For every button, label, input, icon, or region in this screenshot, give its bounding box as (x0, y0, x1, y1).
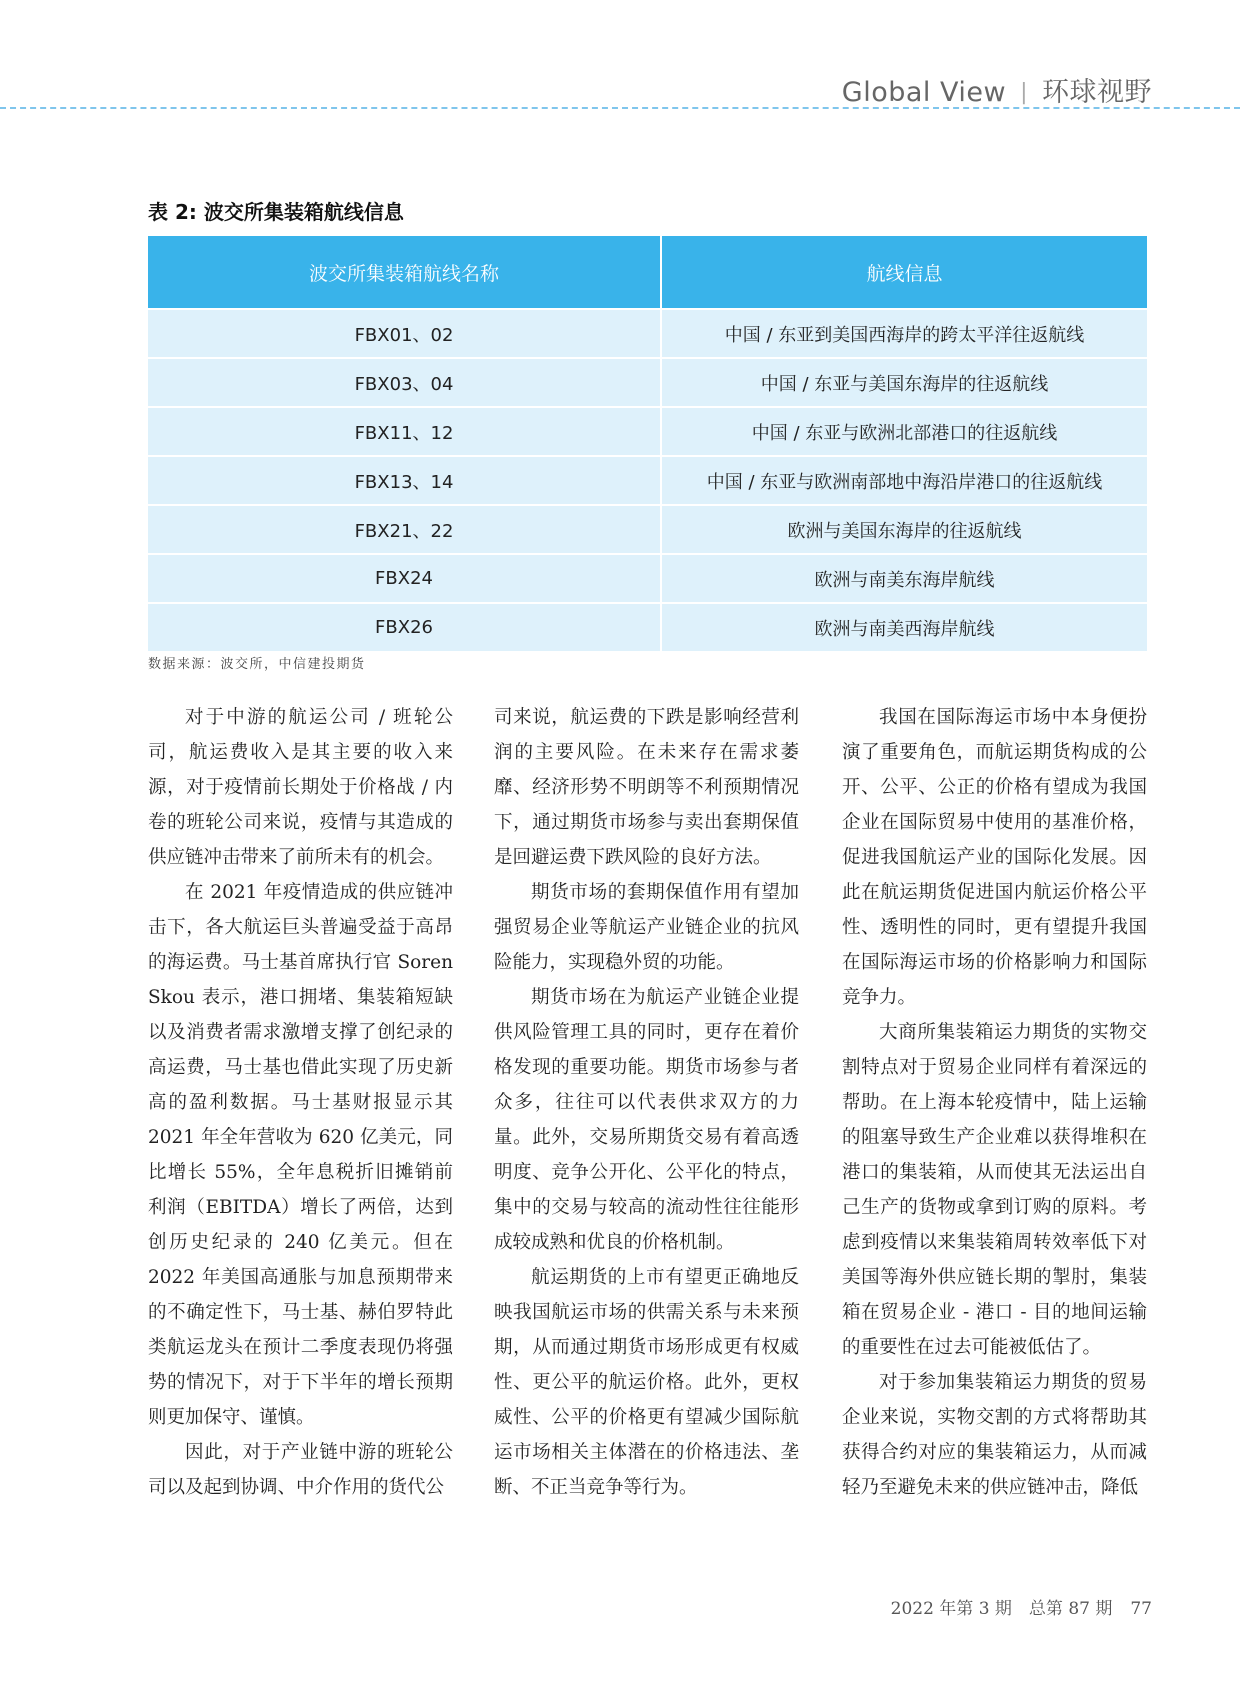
table-row (148, 505, 1147, 554)
route-description: 中国 / 东亚与欧洲北部港口的往返航线 (661, 407, 1147, 456)
route-code: FBX24 (148, 554, 661, 603)
paragraph: 因此，对于产业链中游的班轮公司以及起到协调、中介作用的货代公 (148, 1442, 453, 1498)
paragraph: 在 2021 年疫情造成的供应链冲击下，各大航运巨头普遍受益于高昂的海运费。马士基首席执行官 Soren Skou 表示，港口拥堵、集装箱短缺以及消费者需求激增支撑了创纪录的高运费，马士基也借此实现了历史新高的盈利数据。马士基财报显示其 2021 年全年营收为 620 亿美元，同比增长 55%，全年息税折旧摊销前利润（EBITDA）增长了两倍，达到创历史纪录的 240 亿美元。但在 2022 年美国高通胀与加息预期带来的不确定性下，马士基、赫伯罗特此类航运龙头在预计二季度表现仍将强势的情况下，对于下半年的增长预期则更加保守、谨慎。 (148, 882, 453, 1428)
text-column-1 (148, 700, 453, 1505)
page-number: 77 (1130, 1599, 1152, 1619)
table-row (148, 407, 1147, 456)
paragraph: 期货市场的套期保值作用有望加强贸易企业等航运产业链企业的抗风险能力，实现稳外贸的功能。 (494, 882, 799, 973)
table-source-note: 数据来源：波交所，中信建投期货 (148, 657, 366, 672)
paragraph: 期货市场在为航运产业链企业提供风险管理工具的同时，更存在着价格发现的重要功能。期货市场参与者众多，往往可以代表供求双方的力量。此外，交易所期货交易有着高透明度、竞争公开化、公平化的特点，集中的交易与较高的流动性往往能形成较成熟和优良的价格机制。 (494, 987, 799, 1253)
route-description: 欧洲与美国东海岸的往返航线 (661, 505, 1147, 554)
paragraph: 航运期货的上市有望更正确地反映我国航运市场的供需关系与未来预期，从而通过期货市场形成更有权威性、更公平的航运价格。此外，更权威性、公平的价格更有望减少国际航运市场相关主体潜在的价格违法、垄断、不正当竞争等行为。 (494, 1267, 799, 1498)
section-header (842, 70, 1152, 109)
section-title-english: Global View (841, 77, 1007, 108)
route-code: FBX13、14 (148, 456, 661, 505)
table-header-row (148, 236, 1147, 309)
table-row (148, 309, 1147, 358)
column-header-route-info: 航线信息 (661, 236, 1147, 309)
table-row (148, 603, 1147, 651)
issue-info: 2022 年第 3 期 总第 87 期 (890, 1599, 1113, 1619)
text-column-3 (842, 700, 1147, 1505)
paragraph-continued: 司来说，航运费的下跌是影响经营利润的主要风险。在未来存在需求萎靡、经济形势不明朗等不利预期情况下，通过期货市场参与卖出套期保值是回避运费下跌风险的良好方法。 (494, 707, 799, 868)
route-code: FBX03、04 (148, 358, 661, 407)
table-row (148, 358, 1147, 407)
route-description: 中国 / 东亚与欧洲南部地中海沿岸港口的往返航线 (661, 456, 1147, 505)
route-table (148, 236, 1147, 651)
table-caption: 表 2: 波交所集装箱航线信息 (148, 200, 404, 224)
route-code: FBX26 (148, 603, 661, 651)
route-description: 欧洲与南美东海岸航线 (661, 554, 1147, 603)
paragraph: 对于中游的航运公司 / 班轮公司，航运费收入是其主要的收入来源，对于疫情前长期处于价格战 / 内卷的班轮公司来说，疫情与其造成的供应链冲击带来了前所未有的机会。 (148, 707, 453, 868)
paragraph: 对于参加集装箱运力期货的贸易企业来说，实物交割的方式将帮助其获得合约对应的集装箱运力，从而减轻乃至避免未来的供应链冲击，降低 (842, 1372, 1147, 1498)
route-description: 欧洲与南美西海岸航线 (661, 603, 1147, 651)
table-row (148, 456, 1147, 505)
route-description: 中国 / 东亚与美国东海岸的往返航线 (661, 358, 1147, 407)
section-title-chinese: 环球视野 (1042, 77, 1152, 108)
route-code: FBX11、12 (148, 407, 661, 456)
column-header-route-name: 波交所集装箱航线名称 (148, 236, 661, 309)
text-column-2 (494, 700, 799, 1505)
table-row (148, 554, 1147, 603)
paragraph: 大商所集装箱运力期货的实物交割特点对于贸易企业同样有着深远的帮助。在上海本轮疫情中，陆上运输的阻塞导致生产企业难以获得堆积在港口的集装箱，从而使其无法运出自己生产的货物或拿到订购的原料。考虑到疫情以来集装箱周转效率低下对美国等海外供应链长期的掣肘，集装箱在贸易企业 - 港口 - 目的地间运输的重要性在过去可能被低估了。 (842, 1022, 1147, 1358)
paragraph: 我国在国际海运市场中本身便扮演了重要角色，而航运期货构成的公开、公平、公正的价格有望成为我国企业在国际贸易中使用的基准价格，促进我国航运产业的国际化发展。因此在航运期货促进国内航运价格公平性、透明性的同时，更有望提升我国在国际海运市场的价格影响力和国际竞争力。 (842, 707, 1147, 1008)
route-description: 中国 / 东亚到美国西海岸的跨太平洋往返航线 (661, 309, 1147, 358)
route-code: FBX01、02 (148, 309, 661, 358)
route-code: FBX21、22 (148, 505, 661, 554)
page-footer (891, 1594, 1152, 1619)
header-separator: | (1020, 80, 1028, 105)
header-dashed-rule (0, 107, 1240, 109)
